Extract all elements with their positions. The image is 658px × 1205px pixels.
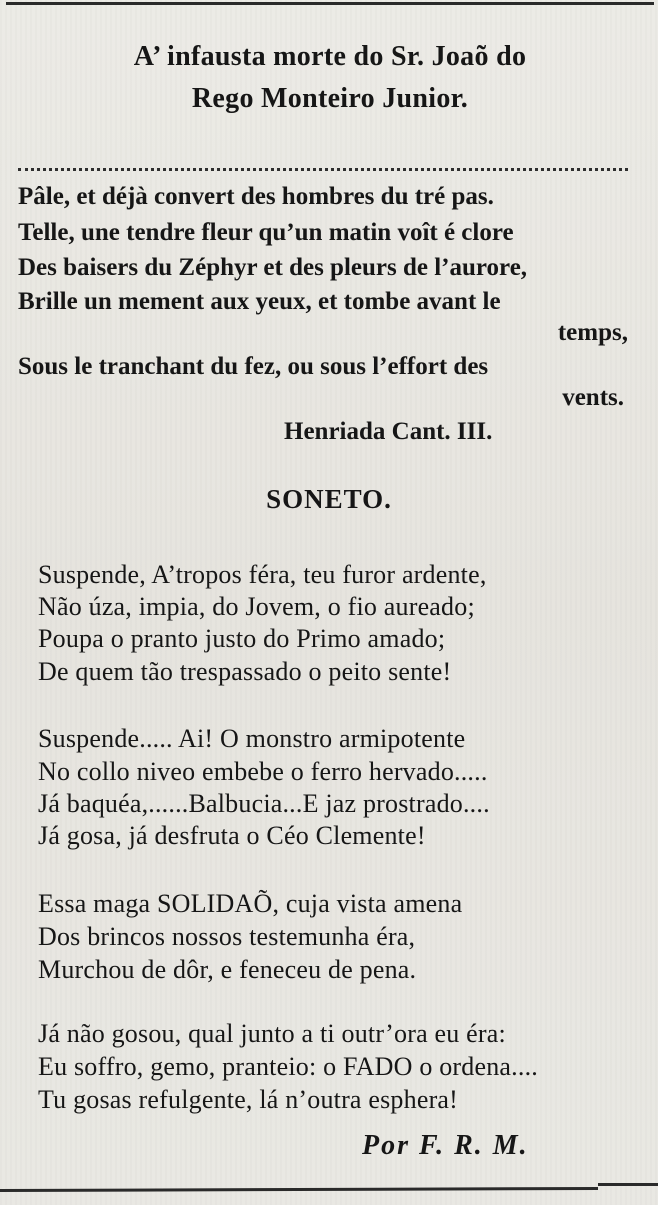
- poem-title: [30, 36, 630, 120]
- epigraph-line: Des baisers du Zéphyr et des pleurs de l’aurore,: [18, 254, 528, 281]
- sonnet-line: Suspende, A’tropos féra, teu furor ardente,: [38, 560, 487, 589]
- epigraph-line-runover: temps,: [557, 319, 628, 346]
- sonnet-line: De quem tão trespassado o peito sente!: [38, 657, 452, 686]
- signature: Por F. R. M.: [362, 1130, 529, 1161]
- sonnet-line: Eu soffro, gemo, pranteio: o FADO o ordena....: [38, 1052, 538, 1081]
- sonnet-line: Não úza, impia, do Jovem, o fio aureado;: [38, 592, 475, 621]
- sonnet-line: No collo niveo embebe o ferro hervado.....: [38, 757, 488, 786]
- epigraph-line: Telle, une tendre fleur qu’un matin voît é clore: [18, 219, 514, 246]
- sonnet-line: Murchou de dôr, e feneceu de pena.: [38, 955, 417, 984]
- dotted-divider: [18, 168, 628, 171]
- sonnet-line: Essa maga SOLIDAÕ, cuja vista amena: [38, 889, 463, 918]
- bottom-rule: [0, 1187, 598, 1192]
- epigraph-line: Brille un mement aux yeux, et tombe avant le: [18, 288, 501, 315]
- bottom-rule-right: [598, 1183, 658, 1186]
- title-line-1: A’ infausta morte do Sr. Joaõ do: [133, 41, 527, 72]
- sonnet-line: Já não gosou, qual junto a ti outr’ora eu éra:: [38, 1019, 506, 1048]
- sonnet-line: Já gosa, já desfruta o Céo Clemente!: [38, 821, 426, 850]
- epigraph-line: Pâle, et déjà convert des hombres du tré pas.: [18, 183, 494, 210]
- epigraph-line: Sous le tranchant du fez, ou sous l’effort des: [18, 353, 489, 380]
- sonnet-line: Já baquéa,......Balbucia...E jaz prostrado....: [38, 789, 490, 818]
- sonnet-line: Suspende..... Ai! O monstro armipotente: [38, 724, 466, 753]
- sonnet-line: Poupa o pranto justo do Primo amado;: [38, 624, 446, 653]
- title-line-2: Rego Monteiro Junior.: [191, 83, 469, 114]
- sonnet-heading: SONETO.: [266, 484, 392, 514]
- top-rule: [6, 2, 654, 5]
- sonnet-line: Dos brincos nossos testemunha éra,: [38, 922, 416, 951]
- epigraph-line-runover: vents.: [562, 384, 624, 411]
- sonnet-line: Tu gosas refulgente, lá n’outra esphera!: [38, 1085, 459, 1114]
- epigraph-source: Henriada Cant. III.: [284, 418, 493, 445]
